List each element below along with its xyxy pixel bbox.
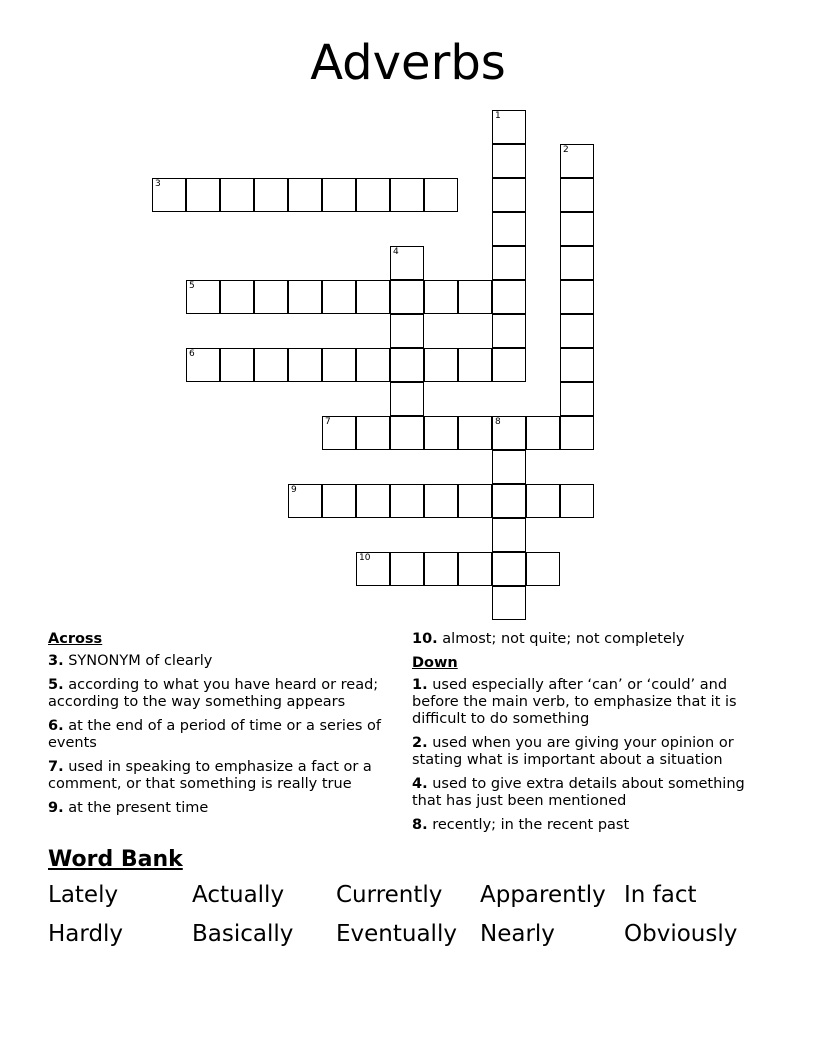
grid-cell[interactable] (322, 416, 356, 450)
clues-column-left (48, 631, 408, 824)
grid-cell[interactable] (356, 178, 390, 212)
grid-cell[interactable] (424, 280, 458, 314)
grid-cell[interactable] (424, 484, 458, 518)
grid-cell[interactable] (492, 246, 526, 280)
word-bank-item: Lately (48, 882, 119, 908)
word-bank-item: Nearly (480, 921, 555, 947)
grid-cell[interactable] (492, 110, 526, 144)
grid-cell[interactable] (560, 280, 594, 314)
cell-number: 9 (291, 485, 297, 495)
grid-cell[interactable] (492, 484, 526, 518)
cell-number: 2 (563, 145, 569, 155)
grid-cell[interactable] (186, 178, 220, 212)
page-title: Adverbs (310, 35, 506, 91)
grid-cell[interactable] (322, 348, 356, 382)
grid-cell[interactable] (560, 246, 594, 280)
grid-cell[interactable] (152, 178, 186, 212)
grid-cell[interactable] (492, 178, 526, 212)
word-bank-item: Obviously (624, 921, 738, 947)
grid-cell[interactable] (356, 416, 390, 450)
grid-cell[interactable] (254, 280, 288, 314)
grid-cell[interactable] (254, 348, 288, 382)
grid-cell[interactable] (560, 212, 594, 246)
down-clue-1: 1. used especially after ‘can’ or ‘could’ and before the main verb, to emphasize that it is difficult to do something (412, 677, 737, 727)
grid-cell[interactable] (424, 348, 458, 382)
grid-cell[interactable] (458, 552, 492, 586)
grid-cell[interactable] (458, 280, 492, 314)
grid-cell[interactable] (390, 484, 424, 518)
grid-cell[interactable] (492, 280, 526, 314)
grid-cell[interactable] (492, 450, 526, 484)
grid-cell[interactable] (356, 348, 390, 382)
grid-cell[interactable] (390, 314, 424, 348)
grid-cell[interactable] (322, 484, 356, 518)
grid-cell[interactable] (560, 382, 594, 416)
grid-cell[interactable] (390, 178, 424, 212)
grid-cell[interactable] (560, 348, 594, 382)
grid-cell[interactable] (492, 552, 526, 586)
word-bank-item: Actually (192, 882, 285, 908)
cell-number: 6 (189, 349, 195, 359)
grid-cell[interactable] (288, 484, 322, 518)
word-bank-title: Word Bank (48, 847, 183, 872)
grid-cell[interactable] (288, 178, 322, 212)
cell-number: 3 (155, 179, 161, 189)
grid-cell[interactable] (424, 552, 458, 586)
grid-cell[interactable] (492, 586, 526, 620)
grid-cell[interactable] (220, 280, 254, 314)
grid-cell[interactable] (220, 348, 254, 382)
cell-number: 4 (393, 247, 399, 257)
word-bank-item: Hardly (48, 921, 124, 947)
cell-number: 7 (325, 417, 331, 427)
word-bank-item: In fact (624, 882, 697, 908)
grid-cell[interactable] (560, 178, 594, 212)
grid-cell[interactable] (288, 280, 322, 314)
grid-cell[interactable] (424, 416, 458, 450)
grid-cell[interactable] (492, 314, 526, 348)
grid-cell[interactable] (492, 212, 526, 246)
across-clue-7: 7. used in speaking to emphasize a fact or a comment, or that something is really true (48, 759, 372, 792)
grid-cell[interactable] (458, 416, 492, 450)
word-bank-item: Apparently (480, 882, 606, 908)
word-bank-item: Basically (192, 921, 294, 947)
grid-cell[interactable] (492, 144, 526, 178)
grid-cell[interactable] (288, 348, 322, 382)
across-clue-5: 5. according to what you have heard or read; according to the way something appears (48, 677, 379, 710)
across-clue-6: 6. at the end of a period of time or a series of events (48, 718, 382, 751)
grid-cell[interactable] (458, 484, 492, 518)
grid-cell[interactable] (186, 348, 220, 382)
cell-number: 8 (495, 417, 501, 427)
grid-cell[interactable] (186, 280, 220, 314)
grid-cell[interactable] (390, 382, 424, 416)
grid-cell[interactable] (390, 416, 424, 450)
across-clue-10: 10. almost; not quite; not completely (412, 631, 685, 647)
down-clue-8: 8. recently; in the recent past (412, 817, 630, 833)
grid-cell[interactable] (560, 416, 594, 450)
grid-cell[interactable] (220, 178, 254, 212)
grid-cell[interactable] (390, 552, 424, 586)
across-clue-9: 9. at the present time (48, 800, 209, 816)
grid-cell[interactable] (526, 552, 560, 586)
grid-cell[interactable] (254, 178, 288, 212)
grid-cell[interactable] (356, 280, 390, 314)
word-bank (48, 882, 768, 948)
grid-cell[interactable] (390, 246, 424, 280)
cell-number: 10 (359, 553, 371, 563)
down-heading: Down (412, 655, 458, 671)
cell-number: 1 (495, 111, 501, 121)
grid-cell[interactable] (492, 416, 526, 450)
grid-cell[interactable] (322, 280, 356, 314)
grid-cell[interactable] (560, 144, 594, 178)
grid-cell[interactable] (526, 416, 560, 450)
grid-cell[interactable] (492, 518, 526, 552)
clues-column-right (412, 631, 772, 841)
word-bank-item: Eventually (336, 921, 457, 947)
grid-cell[interactable] (560, 314, 594, 348)
cell-number: 5 (189, 281, 195, 291)
grid-cell[interactable] (390, 348, 424, 382)
grid-cell[interactable] (526, 484, 560, 518)
grid-cell[interactable] (458, 348, 492, 382)
across-heading: Across (48, 631, 103, 647)
across-clue-3: 3. SYNONYM of clearly (48, 653, 213, 669)
grid-cell[interactable] (560, 484, 594, 518)
grid-cell[interactable] (356, 484, 390, 518)
down-clue-2: 2. used when you are giving your opinion or stating what is important about a situation (412, 735, 734, 768)
grid-cell[interactable] (424, 178, 458, 212)
grid-cell[interactable] (356, 552, 390, 586)
down-clue-4: 4. used to give extra details about something that has just been mentioned (412, 776, 745, 809)
grid-cell[interactable] (492, 348, 526, 382)
word-bank-item: Currently (336, 882, 443, 908)
grid-cell[interactable] (322, 178, 356, 212)
grid-cell[interactable] (390, 280, 424, 314)
